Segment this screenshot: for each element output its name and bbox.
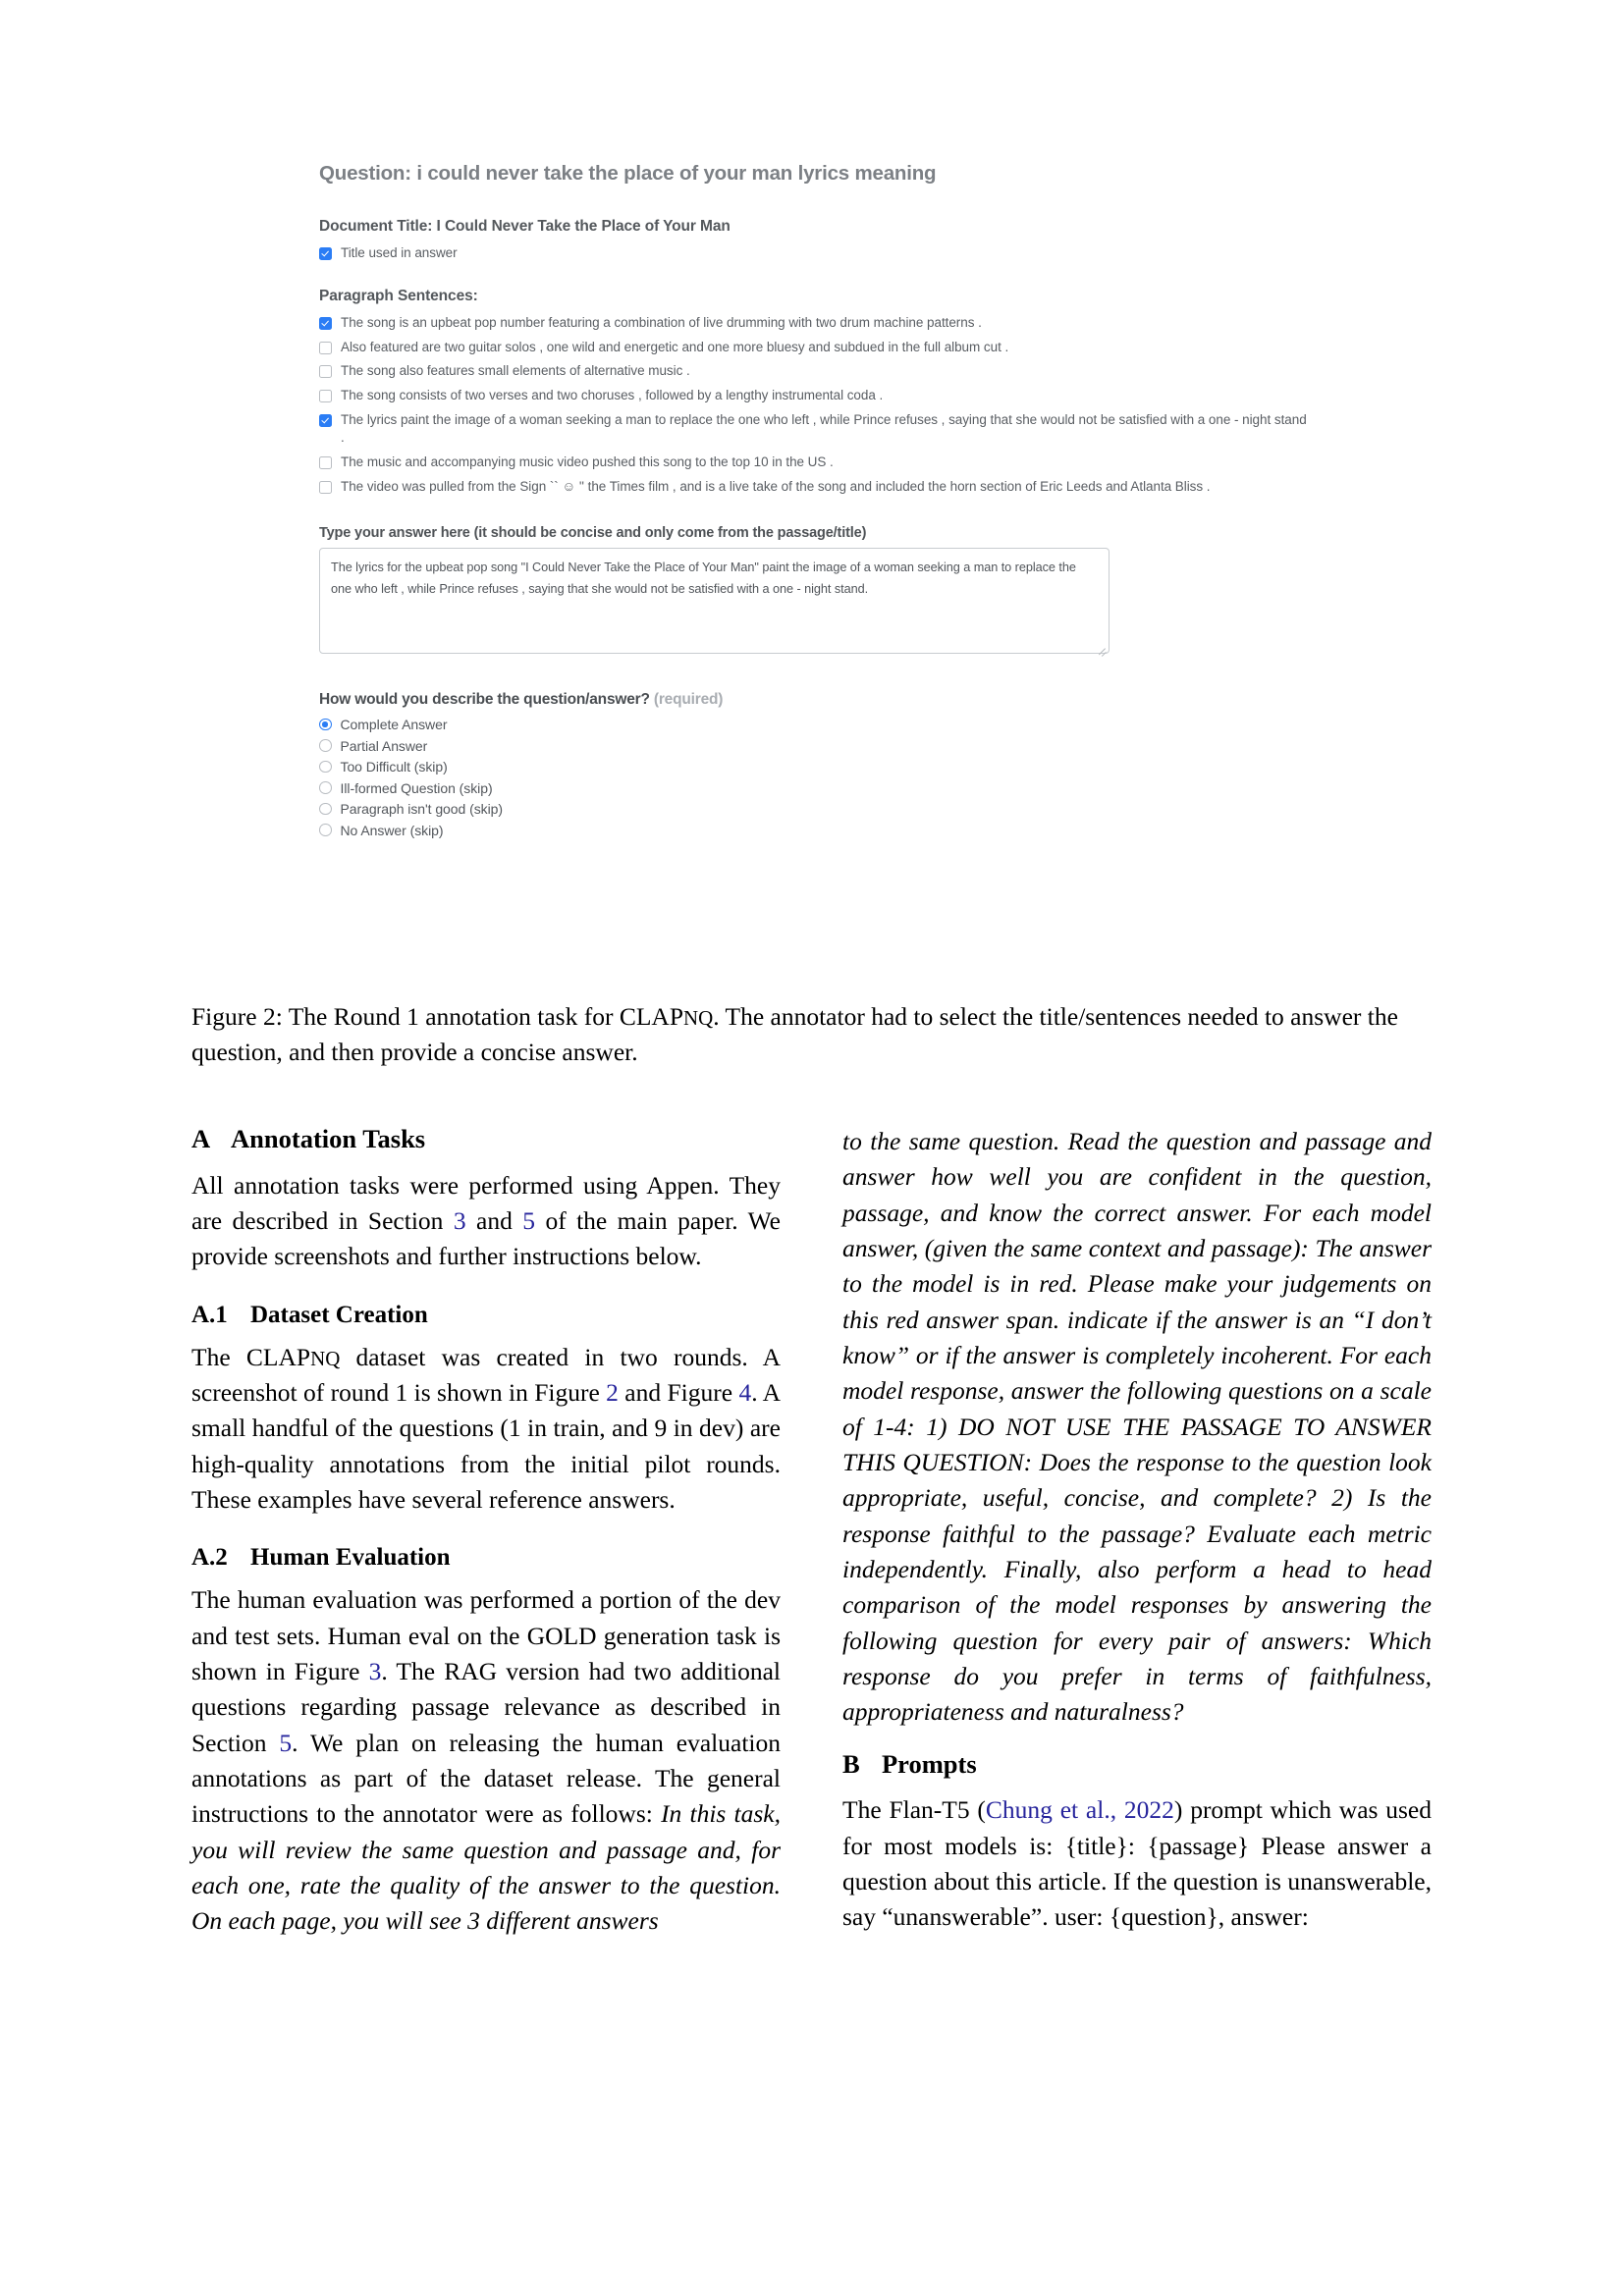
resize-handle-icon[interactable] — [1095, 639, 1106, 650]
radio-label: Complete Answer — [340, 717, 448, 733]
radio-unselected-icon[interactable] — [319, 739, 332, 752]
para-text: All annotation tasks were performed using Appen. They are described in Section — [191, 1170, 781, 1236]
para-text: and — [465, 1206, 523, 1236]
sentence-row[interactable] — [319, 387, 1311, 404]
section-number-a: A — [191, 1124, 211, 1153]
figure-caption-text-before: The Round 1 annotation task for C — [282, 1002, 636, 1031]
answer-textarea-label: Type your answer here (it should be concise and only come from the passage/title) — [319, 525, 867, 542]
checkbox-checked-icon[interactable] — [319, 247, 332, 260]
checkbox-unchecked-icon[interactable] — [319, 456, 332, 469]
sentence-row[interactable] — [319, 411, 1311, 447]
sentence-checkbox-list — [319, 314, 1311, 497]
paragraph-human-evaluation — [191, 1582, 781, 1939]
sentence-label: The video was pulled from the Sign `` ☺ '' the Times film , and is a live take of the song and included the horn section of Eric Leeds and Atlanta Bliss . — [341, 479, 1211, 495]
figure-caption-label: Figure 2: — [191, 1002, 283, 1031]
radio-row-too-difficult[interactable] — [319, 759, 1311, 774]
sentence-row[interactable] — [319, 339, 1311, 356]
required-marker: (required) — [653, 691, 724, 709]
sentence-label: The song is an upbeat pop number featuring a combination of live drumming with two drum machine patterns . — [341, 314, 982, 330]
rating-question-text: How would you describe the question/answer? — [319, 691, 650, 709]
subsection-number-a2: A.2 — [191, 1544, 228, 1572]
clap-text: LAP — [262, 1342, 311, 1371]
reference-link-section-3[interactable]: 3 — [453, 1206, 466, 1236]
subsection-heading-a2 — [191, 1543, 781, 1573]
sentence-label: The song consists of two verses and two choruses , followed by a lengthy instrumental coda . — [341, 388, 884, 403]
subsection-title-a2: Human Evaluation — [250, 1544, 451, 1572]
sentence-label: The song also features small elements of alternative music . — [341, 363, 690, 379]
annotator-instructions-continued: to the same question. Read the question and passage and answer how well you are confident in the question, passage, and know the correct answer. For each model answer, (given the same context and passage): The answer to the model is in red. Please make your judgements on this red answer span. indicate if the answer is an “I don’t know” or if the answer is completely incoherent. For each model response, answer the following questions on a scale of 1-4: 1) DO NOT USE THE PASSAGE TO ANSWER THIS QUESTION: Does the response to the question look appropriate, useful, concise, and complete? 2) Is the response faithful to the passage? Evaluate each metric independently. Finally, also perform a head to head comparison of the model responses by answering the following question for every pair of answers: Which response do you prefer in terms of faithfulness, appropriateness and naturalness? — [842, 1127, 1432, 1727]
checkbox-unchecked-icon[interactable] — [319, 365, 332, 378]
annotator-instructions-italic: In this task, you will review the same question and passage and, for each one, rate the quality of the answer to the question. On each page, you will see 3 different answers — [191, 1799, 781, 1936]
annotation-task-figure — [319, 162, 1311, 843]
answer-textarea[interactable] — [319, 548, 1110, 654]
nq-text: NQ — [310, 1346, 341, 1370]
radio-label: Partial Answer — [340, 737, 428, 754]
radio-row-paragraph-isnt-good[interactable] — [319, 801, 1311, 817]
para-text: The Flan-T5 ( — [842, 1795, 986, 1825]
radio-unselected-icon[interactable] — [319, 824, 332, 836]
reference-link-section-5[interactable]: 5 — [522, 1206, 536, 1236]
question-heading: Question: i could never take the place of your man lyrics meaning — [319, 162, 937, 185]
section-title-a: Annotation Tasks — [231, 1124, 426, 1153]
reference-link-figure-3[interactable]: 3 — [368, 1657, 382, 1686]
radio-selected-icon[interactable] — [319, 719, 332, 731]
figure-caption — [191, 999, 1433, 1070]
radio-label: No Answer (skip) — [340, 822, 444, 838]
radio-row-no-answer[interactable] — [319, 823, 1311, 838]
citation-link-chung-2022[interactable]: Chung et al., 2022 — [985, 1795, 1174, 1825]
radio-unselected-icon[interactable] — [319, 781, 332, 794]
radio-unselected-icon[interactable] — [319, 761, 332, 774]
reference-link-figure-2[interactable]: 2 — [606, 1378, 619, 1408]
checkbox-checked-icon[interactable] — [319, 317, 332, 330]
radio-label: Ill-formed Question (skip) — [340, 779, 493, 796]
subsection-heading-a1 — [191, 1301, 781, 1330]
radio-row-partial-answer[interactable] — [319, 738, 1311, 754]
paragraph-annotation-tasks — [191, 1168, 781, 1275]
reference-link-figure-4[interactable]: 4 — [738, 1378, 752, 1408]
subsection-number-a1: A.1 — [191, 1301, 228, 1328]
sentence-row[interactable] — [319, 362, 1311, 380]
section-title-b: Prompts — [882, 1748, 977, 1779]
sentence-label: The music and accompanying music video pushed this song to the top 10 in the US . — [341, 454, 834, 470]
checkbox-unchecked-icon[interactable] — [319, 390, 332, 402]
title-used-checkbox-label: Title used in answer — [341, 244, 458, 260]
para-text: and Figure — [618, 1378, 739, 1408]
para-text: The human evaluation was performed a portion of the dev and test sets. Human eval on the GOLD generation task is shown in Figure — [191, 1585, 781, 1686]
radio-row-complete-answer[interactable] — [319, 717, 1311, 732]
radio-unselected-icon[interactable] — [319, 803, 332, 816]
para-text: of the main paper. We provide screenshots and further instructions below. — [191, 1206, 781, 1271]
para-text: . The RAG version had two additional questions regarding passage relevance as described in Section — [191, 1657, 781, 1757]
rating-question-label — [319, 691, 1311, 709]
rating-radio-group — [319, 717, 1311, 838]
sentence-row[interactable] — [319, 478, 1311, 496]
title-used-checkbox-row[interactable] — [319, 244, 1311, 262]
caption-clap: LAP — [635, 1002, 684, 1031]
figure-caption-text-after: . The annotator had to select the title/sentences needed to answer the question, and then provide a concise answer. — [191, 1002, 1398, 1067]
reference-link-section-5b[interactable]: 5 — [279, 1728, 293, 1757]
section-heading-a — [191, 1124, 781, 1155]
radio-row-ill-formed-question[interactable] — [319, 780, 1311, 796]
checkbox-unchecked-icon[interactable] — [319, 481, 332, 494]
paragraph-sentences-label: Paragraph Sentences: — [319, 287, 478, 304]
section-heading-b — [842, 1749, 1432, 1781]
sentence-row[interactable] — [319, 314, 1311, 332]
left-column — [191, 1124, 781, 1940]
radio-label: Paragraph isn't good (skip) — [340, 801, 504, 818]
paragraph-dataset-creation — [191, 1340, 781, 1519]
paragraph-prompts — [842, 1792, 1432, 1935]
caption-nq: NQ — [683, 1006, 714, 1030]
section-number-b: B — [842, 1748, 860, 1779]
para-text: dataset was created in two rounds. A screenshot of round 1 is shown in Figure — [191, 1342, 781, 1408]
sentence-label: Also featured are two guitar solos , one wild and energetic and one more bluesy and subdued in the full album cut . — [341, 339, 1009, 354]
answer-textarea-value: The lyrics for the upbeat pop song "I Could Never Take the Place of Your Man" paint the image of a woman seeking a man to replace the one who left , while Prince refuses , saying that she would not be satisfied with a one - night stand. — [331, 561, 1076, 597]
para-text: ) prompt which was used for most models is: {title}: {passage} Please answer a question about this article. If the question is unanswerable, say “unanswerable”. user: {question}, answer: — [842, 1795, 1432, 1932]
checkbox-checked-icon[interactable] — [319, 414, 332, 427]
subsection-title-a1: Dataset Creation — [250, 1301, 428, 1328]
document-title-label: Document Title: I Could Never Take the Place of Your Man — [319, 217, 731, 235]
para-text: The C — [191, 1342, 263, 1371]
checkbox-unchecked-icon[interactable] — [319, 342, 332, 354]
right-column — [842, 1124, 1432, 1954]
radio-label: Too Difficult (skip) — [340, 759, 448, 775]
para-text: . We plan on releasing the human evaluation annotations as part of the dataset release. The general instructions to the annotator were as follows: — [191, 1728, 781, 1829]
sentence-label: The lyrics paint the image of a woman seeking a man to replace the one who left , while Prince refuses , saying that she would not be satisfied with a one - night stand . — [341, 412, 1307, 446]
sentence-row[interactable] — [319, 454, 1311, 471]
para-text: . A small handful of the questions (1 in train, and 9 in dev) are high-quality annotations from the initial pilot rounds. These examples have several reference answers. — [191, 1378, 781, 1515]
